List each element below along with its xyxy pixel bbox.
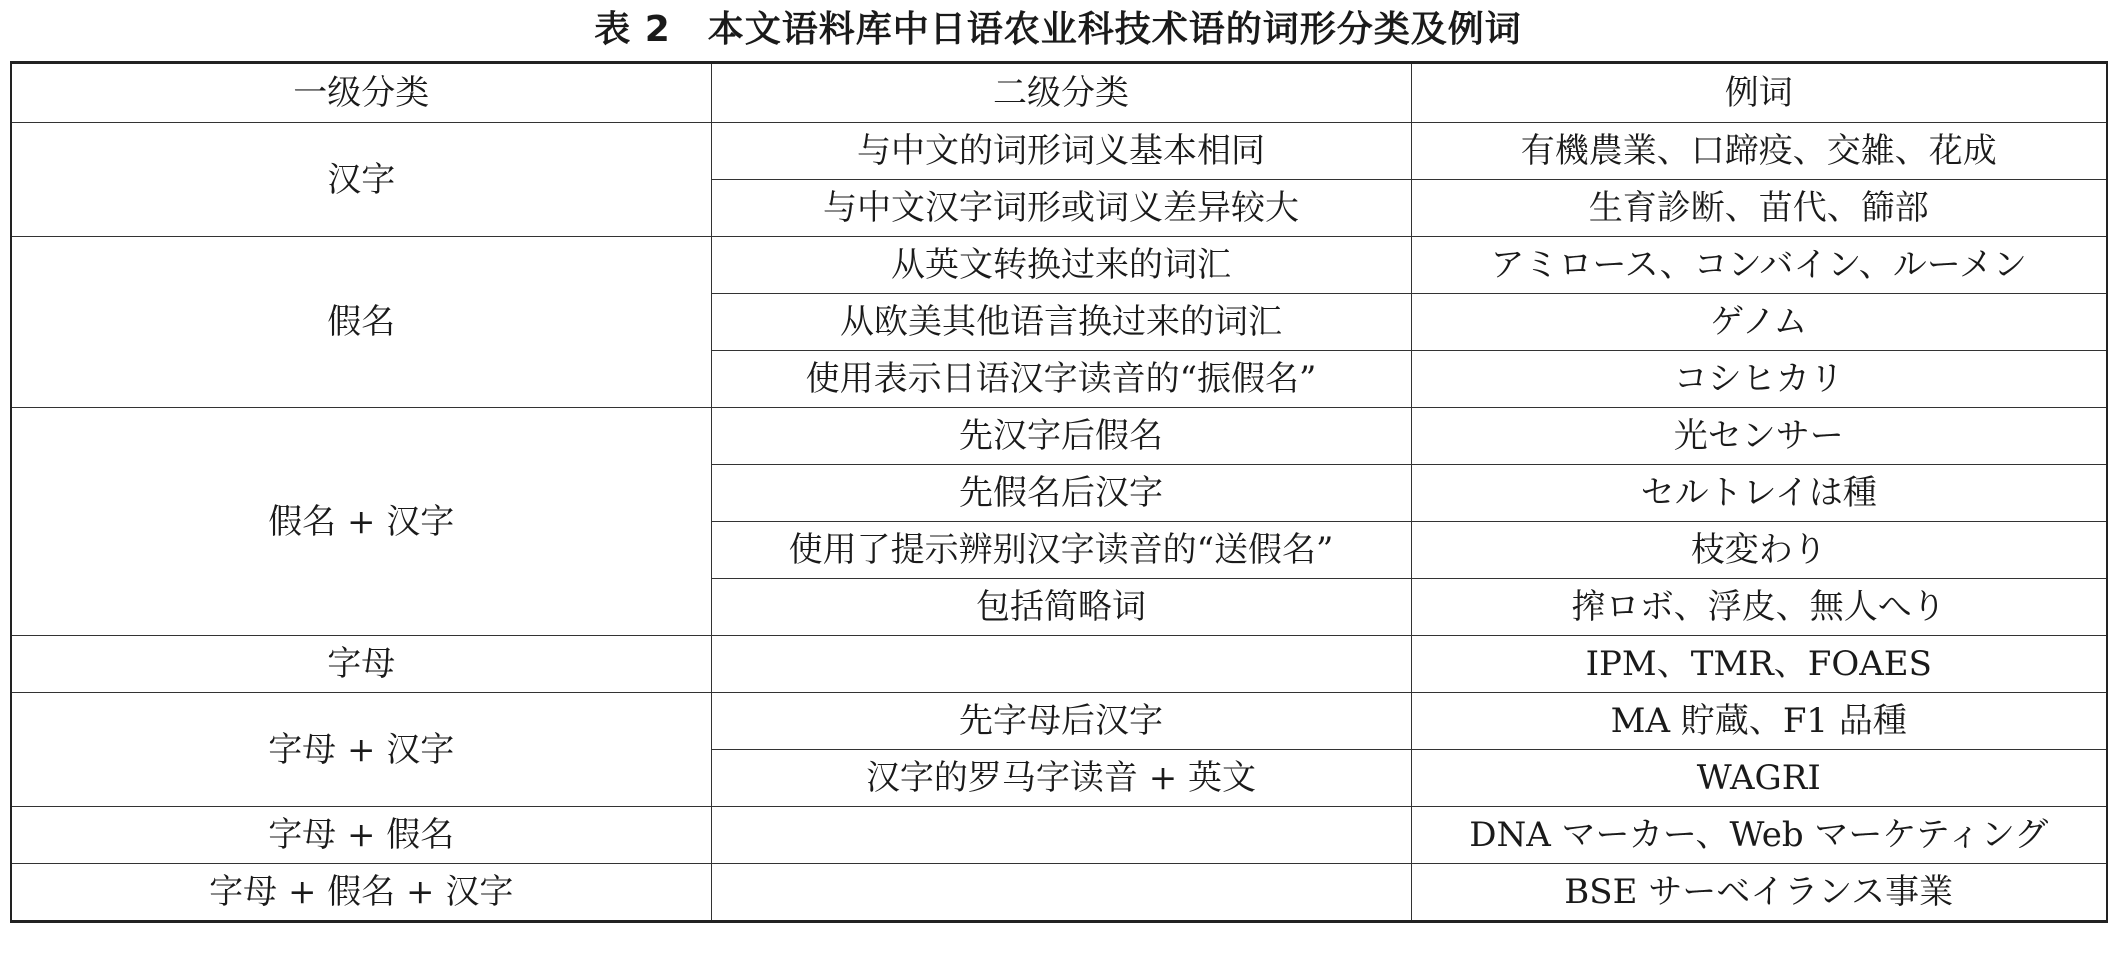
examples-cell: MA 貯蔵、F1 品種 <box>1411 693 2107 750</box>
table-row <box>11 408 2107 465</box>
examples-cell: BSE サーベイランス事業 <box>1411 864 2107 922</box>
level2-cell <box>711 636 1411 693</box>
level2-cell: 先假名后汉字 <box>711 465 1411 522</box>
header-row <box>11 63 2107 123</box>
examples-cell: DNA マーカー、Web マーケティング <box>1411 807 2107 864</box>
level2-cell: 使用表示日语汉字读音的“振假名” <box>711 351 1411 408</box>
table-row <box>11 693 2107 750</box>
level2-cell: 从欧美其他语言换过来的词汇 <box>711 294 1411 351</box>
level2-cell: 先汉字后假名 <box>711 408 1411 465</box>
level2-cell: 与中文的词形词义基本相同 <box>711 123 1411 180</box>
level2-cell: 从英文转换过来的词汇 <box>711 237 1411 294</box>
examples-cell: コシヒカリ <box>1411 351 2107 408</box>
level2-cell <box>711 807 1411 864</box>
header-examples: 例词 <box>1411 63 2107 123</box>
table-row <box>11 123 2107 180</box>
examples-cell: 生育診断、苗代、篩部 <box>1411 180 2107 237</box>
level1-cell: 假名 <box>11 237 711 408</box>
table-row <box>11 864 2107 922</box>
examples-cell: 枝変わり <box>1411 522 2107 579</box>
level2-cell: 汉字的罗马字读音 + 英文 <box>711 750 1411 807</box>
table-row <box>11 636 2107 693</box>
table-body <box>11 123 2107 922</box>
level2-cell: 与中文汉字词形或词义差异较大 <box>711 180 1411 237</box>
examples-cell: 搾ロボ、浮皮、無人へり <box>1411 579 2107 636</box>
level2-cell: 使用了提示辨别汉字读音的“送假名” <box>711 522 1411 579</box>
examples-cell: アミロース、コンバイン、ルーメン <box>1411 237 2107 294</box>
level2-cell: 先字母后汉字 <box>711 693 1411 750</box>
classification-table <box>10 61 2108 923</box>
examples-cell: 光センサー <box>1411 408 2107 465</box>
level2-cell: 包括简略词 <box>711 579 1411 636</box>
level1-cell: 字母 <box>11 636 711 693</box>
examples-cell: WAGRI <box>1411 750 2107 807</box>
level1-cell: 字母 + 汉字 <box>11 693 711 807</box>
level1-cell: 汉字 <box>11 123 711 237</box>
table-row <box>11 807 2107 864</box>
examples-cell: ゲノム <box>1411 294 2107 351</box>
level1-cell: 字母 + 假名 + 汉字 <box>11 864 711 922</box>
examples-cell: セルトレイは種 <box>1411 465 2107 522</box>
level1-cell: 字母 + 假名 <box>11 807 711 864</box>
examples-cell: IPM、TMR、FOAES <box>1411 636 2107 693</box>
table-row <box>11 237 2107 294</box>
level1-cell: 假名 + 汉字 <box>11 408 711 636</box>
table-title: 表 2 本文语料库中日语农业科技术语的词形分类及例词 <box>594 9 1522 50</box>
header-level1: 一级分类 <box>11 63 711 123</box>
examples-cell: 有機農業、口蹄疫、交雑、花成 <box>1411 123 2107 180</box>
level2-cell <box>711 864 1411 922</box>
header-level2: 二级分类 <box>711 63 1411 123</box>
